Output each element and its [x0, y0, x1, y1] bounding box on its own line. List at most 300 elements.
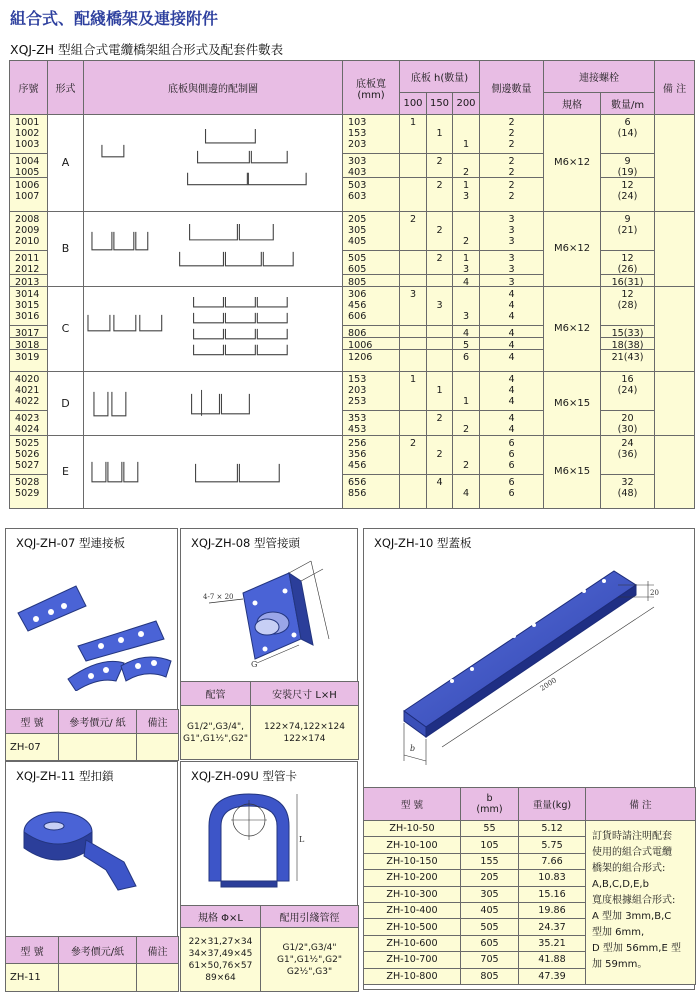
form-letter: D: [48, 371, 84, 435]
serial-cell-value: 3018: [15, 339, 40, 351]
bolt-qty-cell-block: [601, 325, 654, 337]
header-h150: 150: [427, 93, 453, 115]
serial-cell-value: 5027: [15, 460, 40, 472]
bolt-spec: M6×12: [544, 286, 601, 371]
h100-cell: [400, 286, 427, 371]
width-cell-value: 153: [348, 373, 367, 385]
zh10-header-b: b (mm): [461, 788, 519, 821]
h100-cell: [400, 211, 427, 286]
width-cell-block: [343, 177, 399, 201]
u-clip-illustration: [181, 786, 357, 906]
h200-cell-block: [453, 349, 479, 371]
h100-cell-value: 1: [409, 117, 417, 128]
zh10-note-line: 使用的組合式電纜: [592, 847, 672, 858]
h100-cell-block: [400, 250, 426, 274]
h100-cell-block: [400, 349, 426, 371]
bolt-qty-cell-value: (21): [617, 224, 638, 236]
pipe-joint-illustration: [181, 551, 357, 681]
h100-cell-block: [400, 436, 426, 474]
serial-cell-value: 1003: [15, 139, 40, 151]
serial-cell-value: 1006: [15, 180, 40, 191]
bolt-qty-cell-value: (48): [617, 487, 638, 499]
lock-clip-illustration: [6, 790, 177, 910]
side-qty-cell-block: [480, 410, 543, 435]
serial-cell-value: 3016: [15, 311, 40, 323]
zh07-remark: [137, 734, 179, 761]
serial-cell-block: [10, 153, 47, 177]
h200-cell-block: [453, 177, 479, 201]
bolt-qty-cell: [601, 286, 655, 371]
side-qty-cell-value: 2: [508, 128, 515, 140]
bolt-spec: M6×15: [544, 435, 601, 508]
serial-cell-value: 4020: [15, 373, 40, 385]
side-qty-cell-block: [480, 274, 543, 286]
h150-cell: [427, 371, 453, 435]
side-qty-cell-value: 4: [508, 339, 515, 351]
zh10-dim-b: b: [410, 744, 416, 753]
zh08-dim-label: 4-7 × 20: [203, 593, 234, 601]
h200-cell-value: 4: [462, 276, 470, 288]
serial-cell-value: 1004: [15, 156, 40, 167]
width-cell: [343, 115, 400, 212]
zh10-table: [363, 787, 696, 985]
zh10-weight: 47.39: [519, 968, 586, 984]
form-letter: B: [48, 211, 84, 286]
side-qty-cell-block: [480, 325, 543, 337]
zh10-model: ZH-10-700: [364, 952, 461, 968]
side-qty-cell-value: 2: [508, 156, 515, 167]
h200-cell: [453, 211, 480, 286]
bolt-qty-cell-value: 16: [621, 373, 634, 385]
header-h200: 200: [453, 93, 480, 115]
h150-cell-value: [427, 488, 452, 499]
h150-cell: [427, 115, 453, 212]
bolt-qty-cell-value: (19): [617, 167, 638, 179]
serial-cell-value: 3017: [15, 327, 40, 339]
header-form: 形式: [48, 61, 84, 115]
h150-cell-block: [427, 274, 452, 286]
header-serial: 序號: [10, 61, 48, 115]
side-qty-cell-value: 6: [508, 437, 515, 449]
panel-zh09u: [180, 761, 358, 990]
h100-cell-value: [400, 128, 426, 139]
width-cell: [343, 371, 400, 435]
serial-cell-block: [10, 212, 47, 250]
zh10-note-line: 加 59mm。: [592, 959, 648, 970]
width-cell-block: [343, 436, 399, 474]
zh09u-pipe: G1/2",G3/4" G1",G1½",G2" G2½",G3": [261, 928, 359, 992]
zh08-pipe: G1/2",G3/4", G1",G1½",G2": [181, 706, 251, 760]
h150-cell-value: [427, 396, 452, 407]
bolt-qty-cell-value: (30): [617, 423, 638, 435]
width-cell-block: [343, 410, 399, 435]
serial-cell-block: [10, 177, 47, 201]
panel-zh09u-title: XQJ-ZH-09U 型管卡: [191, 769, 297, 783]
h200-cell-value: [453, 374, 479, 385]
h100-cell-value: [400, 156, 426, 167]
bolt-qty-cell-value: (14): [617, 128, 638, 140]
width-cell-value: 605: [348, 263, 367, 275]
h100-cell-value: [400, 396, 426, 407]
h100-cell-value: 2: [409, 213, 417, 225]
zh10-weight: 7.66: [519, 853, 586, 869]
bolt-qty-cell-block: [601, 177, 654, 201]
h200-cell-block: [453, 212, 479, 250]
zh10-note-line: A 型加 3mm,B,C: [592, 911, 672, 922]
zh10-model: ZH-10-300: [364, 886, 461, 902]
serial-cell-value: 2012: [15, 263, 40, 275]
serial-cell-value: 2009: [15, 224, 40, 236]
serial-cell-value: 1002: [15, 128, 40, 140]
serial-cell-value: 2008: [15, 213, 40, 225]
h100-cell-value: [400, 449, 426, 460]
zh10-b: 505: [461, 919, 519, 935]
zh11-model: ZH-11: [6, 964, 59, 992]
h100-cell-value: [400, 311, 426, 322]
zh10-b: 805: [461, 968, 519, 984]
side-qty-cell-value: 3: [508, 236, 515, 248]
h150-cell-value: 2: [436, 448, 443, 460]
side-qty-cell-value: 4: [508, 351, 515, 363]
side-qty-cell-block: [480, 115, 543, 153]
remark-cell: [655, 371, 695, 435]
serial-cell-value: 2010: [15, 236, 40, 248]
bolt-qty-cell-value: 9: [624, 213, 631, 225]
header-h100: 100: [400, 93, 427, 115]
bolt-qty-cell-block: [601, 250, 654, 274]
serial-cell: [10, 211, 48, 286]
bolt-qty-cell-value: (36): [617, 448, 638, 460]
serial-cell: [10, 371, 48, 435]
side-qty-cell-block: [480, 474, 543, 508]
serial-cell: [10, 435, 48, 508]
zh10-model: ZH-10-500: [364, 919, 461, 935]
bolt-qty-cell-value: 12: [621, 252, 634, 264]
serial-cell-value: 5028: [15, 476, 40, 488]
side-qty-cell-value: 6: [508, 476, 515, 488]
h200-cell-value: 1: [462, 395, 470, 407]
side-qty-cell: [480, 211, 544, 286]
zh10-b: 155: [461, 853, 519, 869]
header-bolt: 連接螺栓: [544, 61, 655, 93]
serial-cell-value: 4022: [15, 396, 40, 408]
h200-cell-value: 2: [462, 423, 470, 435]
width-cell-value: 306: [348, 288, 367, 300]
zh10-model: ZH-10-100: [364, 837, 461, 853]
zh10-model: ZH-10-200: [364, 870, 461, 886]
bolt-qty-cell: [601, 211, 655, 286]
h150-cell-value: 2: [436, 180, 443, 191]
side-qty-cell-value: 4: [508, 299, 515, 311]
h100-cell-block: [400, 177, 426, 201]
side-qty-cell-value: 4: [508, 423, 515, 435]
side-qty-cell-value: 4: [508, 384, 515, 396]
h100-cell: [400, 435, 427, 508]
h200-cell-value: 3: [462, 263, 470, 275]
remark-cell: [655, 211, 695, 286]
serial-cell-value: 4023: [15, 412, 40, 424]
h150-cell-value: 3: [436, 299, 443, 311]
h200-cell-block: [453, 436, 479, 474]
zh07-model: ZH-07: [6, 734, 59, 761]
panel-zh11-title: XQJ-ZH-11 型扣鎖: [16, 769, 114, 783]
zh10-dim-20: 20: [650, 589, 659, 597]
h150-cell-value: [427, 214, 452, 225]
h150-cell-value: 2: [436, 156, 443, 167]
bolt-qty-cell-block: [601, 474, 654, 508]
figure-drawing: [84, 287, 342, 371]
h100-cell-value: 1: [409, 373, 417, 385]
side-qty-cell-value: 2: [508, 139, 515, 151]
width-cell-value: 353: [348, 412, 367, 424]
zh10-header-weight: 重量(kg): [519, 788, 586, 821]
h200-cell-value: [453, 438, 479, 449]
h150-cell-block: [427, 474, 452, 508]
h200-cell-value: 3: [462, 310, 470, 322]
h150-cell-block: [427, 436, 452, 474]
side-qty-cell-value: 4: [508, 327, 515, 339]
zh10-weight: 24.37: [519, 919, 586, 935]
h200-cell: [453, 286, 480, 371]
width-cell-value: 606: [348, 311, 367, 323]
h100-cell: [400, 371, 427, 435]
bolt-qty-cell-value: (24): [617, 384, 638, 396]
h100-cell-block: [400, 212, 426, 250]
zh10-b: 605: [461, 935, 519, 951]
config-figure-d: [84, 371, 343, 435]
zh10-header-model: 型 號: [364, 788, 461, 821]
serial-cell-value: 1005: [15, 167, 40, 179]
h100-cell-value: [400, 352, 426, 363]
zh07-table: [5, 709, 179, 761]
bolt-qty-cell: [601, 115, 655, 212]
side-qty-cell-block: [480, 177, 543, 201]
h150-cell-block: [427, 349, 452, 371]
zh10-note-line: 橋架的組合形式:: [592, 863, 666, 874]
serial-cell-block: [10, 287, 47, 325]
width-cell-value: 453: [348, 423, 367, 435]
side-qty-cell-block: [480, 287, 543, 325]
cover-plate-illustration: [364, 551, 694, 791]
width-cell-block: [343, 287, 399, 325]
header-side-qty: 側邊數量: [480, 61, 544, 115]
config-figure-a: [84, 115, 343, 212]
h200-cell-value: [453, 289, 479, 300]
h200-cell-block: [453, 250, 479, 274]
group-row: [10, 211, 695, 286]
zh10-note: [586, 821, 696, 985]
side-qty-cell-value: 3: [508, 252, 515, 264]
bolt-spec: M6×15: [544, 371, 601, 435]
panel-zh10-title: XQJ-ZH-10 型蓋板: [374, 536, 472, 550]
h200-cell-block: [453, 115, 479, 153]
bolt-qty-cell-block: [601, 153, 654, 177]
header-qty-per-m: 數量/m: [601, 93, 655, 115]
header-figure: 底板與側邊的配制圖: [84, 61, 343, 115]
bolt-qty-cell: [601, 435, 655, 508]
h200-cell-value: [453, 385, 479, 396]
h150-cell-block: [427, 410, 452, 435]
h150-cell-block: [427, 337, 452, 349]
bolt-qty-cell-block: [601, 212, 654, 250]
h150-cell-value: 2: [436, 412, 443, 424]
page-heading: 組合式、配綫橋架及連接附件: [10, 9, 219, 28]
h150-cell-block: [427, 372, 452, 410]
h200-cell-value: 2: [462, 167, 470, 178]
side-qty-cell-value: 6: [508, 460, 515, 472]
remark-cell: [655, 115, 695, 212]
h150-cell-value: [427, 424, 452, 435]
width-cell-value: 1206: [348, 351, 373, 363]
serial-cell-block: [10, 325, 47, 337]
zh10-note-line: 寬度根據組合形式:: [592, 895, 676, 906]
h100-cell-value: [400, 385, 426, 396]
side-qty-cell-block: [480, 372, 543, 410]
header-base-h: 底板 h(數量): [400, 61, 480, 93]
width-cell-value: 153: [348, 128, 367, 140]
h200-cell-value: [453, 214, 479, 225]
zh09u-table: [180, 905, 359, 992]
side-qty-cell-block: [480, 436, 543, 474]
h100-cell-value: [400, 139, 426, 150]
width-cell-block: [343, 153, 399, 177]
side-qty-cell-block: [480, 349, 543, 371]
h200-cell-value: 1: [462, 180, 470, 191]
zh11-price: [59, 964, 137, 992]
h100-cell-block: [400, 115, 426, 153]
bolt-qty-cell-value: (28): [617, 299, 638, 311]
group-row: [10, 435, 695, 508]
bolt-qty-cell-value: 21(43): [611, 351, 644, 363]
h100-cell-block: [400, 372, 426, 410]
zh10-model: ZH-10-600: [364, 935, 461, 951]
h150-cell-value: 2: [436, 252, 443, 264]
h200-cell-block: [453, 153, 479, 177]
group-row: [10, 371, 695, 435]
width-cell-value: 456: [348, 299, 367, 311]
bolt-qty-cell-value: 20: [621, 412, 634, 424]
serial-cell-value: 2011: [15, 252, 40, 264]
h200-cell-value: [453, 413, 479, 424]
side-qty-cell: [480, 286, 544, 371]
figure-drawing: [84, 372, 342, 435]
serial-cell-value: 3014: [15, 288, 40, 300]
h100-cell-value: [400, 225, 426, 236]
width-cell-value: 456: [348, 460, 367, 472]
form-letter: E: [48, 435, 84, 508]
zh10-weight: 19.86: [519, 902, 586, 918]
side-qty-cell: [480, 371, 544, 435]
width-cell-value: 403: [348, 167, 367, 179]
zh09u-header-pipe: 配用引綫管徑: [261, 906, 359, 928]
serial-cell-block: [10, 349, 47, 371]
side-qty-cell-block: [480, 153, 543, 177]
width-cell-block: [343, 115, 399, 153]
zh09u-spec: 22×31,27×34 34×37,49×45 61×50,76×57 89×64: [181, 928, 261, 992]
panel-zh11: [5, 761, 178, 990]
h200-cell-block: [453, 474, 479, 508]
serial-cell-block: [10, 474, 47, 508]
h100-cell-block: [400, 274, 426, 286]
width-cell-value: 856: [348, 487, 367, 499]
side-qty-cell-value: 3: [508, 213, 515, 225]
bolt-qty-cell-value: 16(31): [611, 276, 644, 288]
zh09u-header-spec: 規格 Φ×L: [181, 906, 261, 928]
serial-cell-value: 4021: [15, 384, 40, 396]
serial-cell-block: [10, 250, 47, 274]
width-cell-block: [343, 349, 399, 371]
zh11-header-model: 型 號: [6, 937, 59, 964]
width-cell-value: 806: [348, 327, 367, 339]
zh10-header-remark: 備 注: [586, 788, 696, 821]
bolt-qty-cell-value: 9: [624, 156, 631, 167]
zh11-header-remark: 備注: [137, 937, 179, 964]
h200-cell-value: [453, 477, 479, 488]
panel-zh08-title: XQJ-ZH-08 型管接頭: [191, 536, 301, 550]
zh08-header-pipe: 配管: [181, 682, 251, 706]
h150-cell-value: [427, 289, 452, 300]
width-cell-value: 603: [348, 191, 367, 203]
h200-cell-value: [453, 156, 479, 167]
zh07-header-model: 型 號: [6, 710, 59, 734]
side-qty-cell-value: 6: [508, 448, 515, 460]
bolt-qty-cell-value: 24: [621, 437, 634, 449]
header-spec: 規格: [544, 93, 601, 115]
bolt-qty-cell-block: [601, 372, 654, 410]
h200-cell-value: 2: [462, 235, 470, 247]
panel-zh08: [180, 528, 358, 759]
figure-drawing: [84, 212, 342, 286]
zh09u-letter-l: L: [299, 835, 305, 844]
side-qty-cell-value: 2: [508, 191, 515, 203]
h100-cell-value: [400, 180, 426, 191]
zh10-weight: 5.12: [519, 821, 586, 837]
zh10-b: 55: [461, 821, 519, 837]
zh08-size: 122×74,122×124 122×174: [251, 706, 359, 760]
width-cell-value: 1006: [348, 339, 373, 351]
h100-cell-block: [400, 474, 426, 508]
h200-cell-value: 3: [462, 191, 470, 203]
serial-cell-value: 1001: [15, 117, 40, 128]
width-cell-value: 256: [348, 437, 367, 449]
bolt-qty-cell-block: [601, 287, 654, 325]
width-cell: [343, 286, 400, 371]
figure-drawing: [84, 115, 342, 211]
width-cell: [343, 211, 400, 286]
h200-cell-block: [453, 372, 479, 410]
serial-cell-value: 5026: [15, 448, 40, 460]
side-qty-cell-value: 4: [508, 373, 515, 385]
h100-cell-value: [400, 413, 426, 424]
h150-cell-block: [427, 177, 452, 201]
width-cell: [343, 435, 400, 508]
h150-cell-value: [427, 352, 452, 363]
bolt-qty-cell-block: [601, 274, 654, 286]
bolt-qty-cell-block: [601, 436, 654, 474]
side-qty-cell-block: [480, 250, 543, 274]
width-cell-value: 253: [348, 396, 367, 408]
side-qty-cell-block: [480, 212, 543, 250]
width-cell-value: 305: [348, 224, 367, 236]
bolt-qty-cell-block: [601, 349, 654, 371]
zh11-header-price: 參考價元/紙: [59, 937, 137, 964]
bolt-qty-cell-value: 32: [621, 476, 634, 488]
h150-cell-value: 4: [436, 476, 443, 488]
h200-cell-value: [453, 300, 479, 311]
bolt-qty-cell-value: 18(38): [611, 339, 644, 351]
h100-cell-value: 3: [409, 288, 417, 300]
h100-cell-value: [400, 191, 426, 202]
